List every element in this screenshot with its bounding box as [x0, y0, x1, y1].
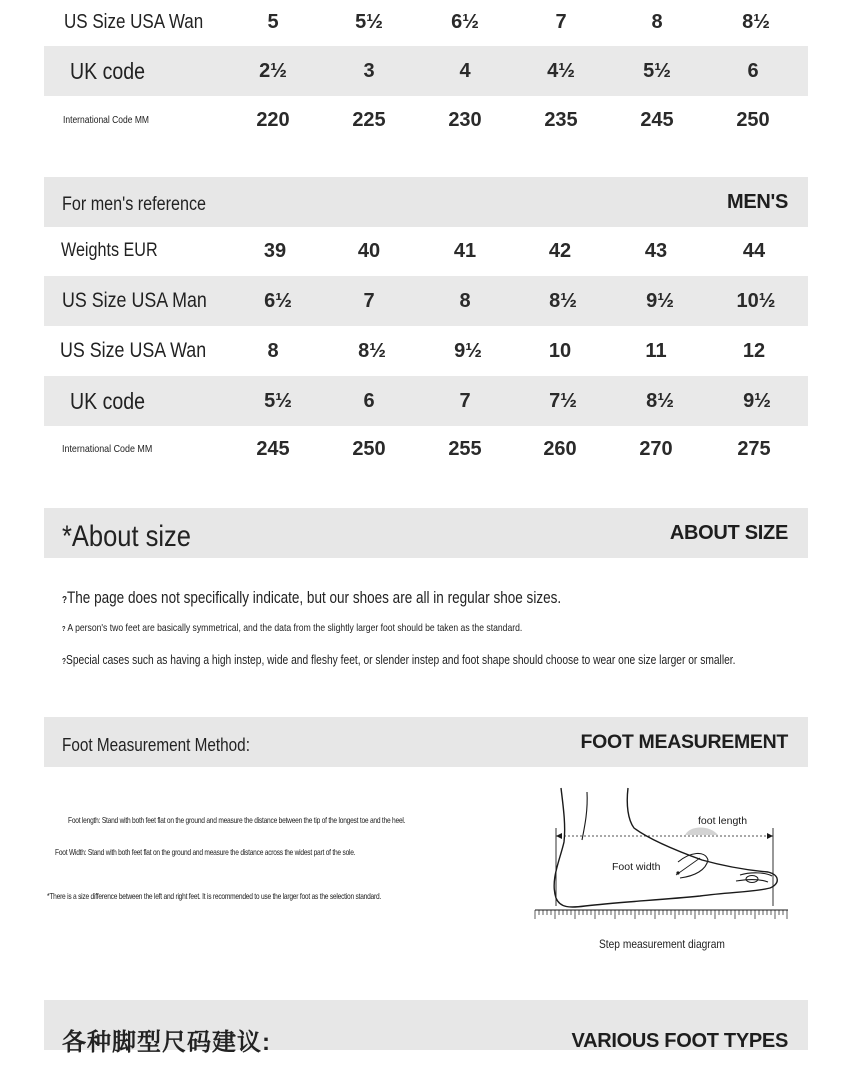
size-cell: 250	[736, 108, 770, 131]
size-cell: 41	[453, 239, 477, 262]
size-cell: 8	[267, 339, 279, 362]
size-cell: 44	[742, 239, 766, 262]
foot-width-label: Foot width	[612, 861, 661, 873]
size-cell: 9½	[646, 289, 674, 312]
foot-types-title: 各种脚型尺码建议:	[62, 1028, 271, 1056]
size-cell: 245	[640, 108, 674, 131]
note-text: A person's two feet are basically symmetrical, and the data from the slightly larger foot should be taken as the standard.	[67, 622, 523, 634]
size-cell: 4½	[547, 59, 575, 82]
size-cell: 220	[256, 108, 290, 131]
mens-row-us-wan	[44, 326, 808, 376]
about-note-1	[62, 589, 561, 608]
foot-measurement-title: Foot Measurement Method:	[62, 734, 250, 755]
top-row-mm	[44, 95, 808, 145]
size-cell: 5½	[264, 389, 292, 412]
foot-width-instruction: Foot Width: Stand with both feet flat on the ground and measure the distance across the widest part of the sole.	[55, 847, 356, 857]
note-bullet: ?	[62, 626, 66, 633]
size-cell: 8½	[742, 10, 770, 33]
row-label: International Code MM	[63, 114, 149, 126]
mens-header-title: For men's reference	[62, 194, 207, 215]
size-cell: 2½	[259, 59, 287, 82]
size-cell: 260	[543, 437, 577, 460]
foot-outline-icon	[554, 788, 777, 907]
size-cell: 7	[459, 389, 471, 412]
size-cell: 40	[357, 239, 381, 262]
size-cell: 9½	[454, 339, 482, 362]
mens-row-uk	[44, 376, 808, 426]
row-label: UK code	[70, 57, 145, 84]
note-bullet: ?	[62, 657, 67, 666]
size-cell: 5	[267, 10, 279, 33]
size-cell: 270	[639, 437, 673, 460]
foot-measurement-header	[44, 717, 808, 767]
size-cell: 5½	[643, 59, 671, 82]
size-cell: 43	[644, 239, 668, 262]
size-cell: 12	[742, 339, 766, 362]
size-cell: 8	[459, 289, 471, 312]
size-cell: 6	[747, 59, 759, 82]
note-bullet: ?	[62, 595, 68, 606]
ruler-icon	[535, 910, 787, 919]
about-size-header	[44, 508, 808, 558]
size-cell: 8½	[358, 339, 386, 362]
about-size-title: *About size	[62, 520, 192, 553]
row-label: International Code MM	[62, 443, 153, 455]
about-size-label: ABOUT SIZE	[669, 521, 788, 544]
size-cell: 10	[548, 339, 572, 362]
foot-types-label: VARIOUS FOOT TYPES	[571, 1029, 788, 1052]
size-cell: 7½	[549, 389, 577, 412]
diagram-caption: Step measurement diagram	[599, 937, 725, 951]
size-cell: 11	[645, 339, 667, 362]
top-row-uk	[44, 46, 808, 96]
foot-length-instruction: Foot length: Stand with both feet flat on the ground and measure the distance between the tip of the longest toe and the heel.	[68, 815, 406, 825]
size-cell: 230	[448, 108, 482, 131]
about-note-2	[62, 622, 522, 634]
size-cell: 7	[363, 289, 375, 312]
foot-types-header	[44, 1000, 808, 1056]
size-cell: 39	[263, 239, 287, 262]
size-cell: 5½	[355, 10, 383, 33]
note-text: The page does not specifically indicate, but our shoes are all in regular shoe sizes.	[67, 589, 562, 607]
size-cell: 8½	[549, 289, 577, 312]
size-cell: 9½	[743, 389, 771, 412]
row-label: US Size USA Wan	[60, 339, 207, 362]
size-cell: 255	[448, 437, 482, 460]
size-cell: 42	[548, 239, 572, 262]
size-cell: 235	[544, 108, 578, 131]
mens-header	[44, 177, 808, 227]
mens-row-mm	[44, 424, 808, 474]
size-cell: 3	[363, 59, 375, 82]
size-cell: 4	[459, 59, 471, 82]
size-cell: 6½	[264, 289, 292, 312]
row-label: US Size USA Wan	[64, 10, 204, 33]
size-cell: 250	[352, 437, 386, 460]
size-cell: 275	[737, 437, 771, 460]
mens-header-label: MEN'S	[726, 190, 788, 213]
top-row-us-wan	[44, 0, 808, 47]
size-cell: 6	[363, 389, 375, 412]
size-cell: 8½	[646, 389, 674, 412]
foot-length-label: foot length	[698, 815, 748, 827]
size-cell: 6½	[451, 10, 479, 33]
foot-measurement-diagram	[530, 780, 795, 930]
size-cell: 10½	[736, 289, 776, 312]
row-label: US Size USA Man	[62, 289, 207, 312]
size-cell: 245	[256, 437, 290, 460]
row-label: Weights EUR	[61, 240, 158, 261]
size-cell: 7	[555, 10, 567, 33]
difference-note: *There is a size difference between the left and right feet. It is recommended to use the larger foot as the selection standard.	[47, 891, 382, 901]
size-cell: 8	[651, 10, 663, 33]
about-note-3	[62, 653, 736, 667]
row-label: UK code	[70, 387, 145, 414]
mens-row-eur	[44, 226, 808, 276]
size-cell: 225	[352, 108, 386, 131]
mens-row-us-man	[44, 276, 808, 326]
note-text: Special cases such as having a high instep, wide and fleshy feet, or slender instep and foot shape should choose to wear one size larger or smaller.	[66, 653, 736, 667]
foot-measurement-label: FOOT MEASUREMENT	[580, 730, 788, 753]
